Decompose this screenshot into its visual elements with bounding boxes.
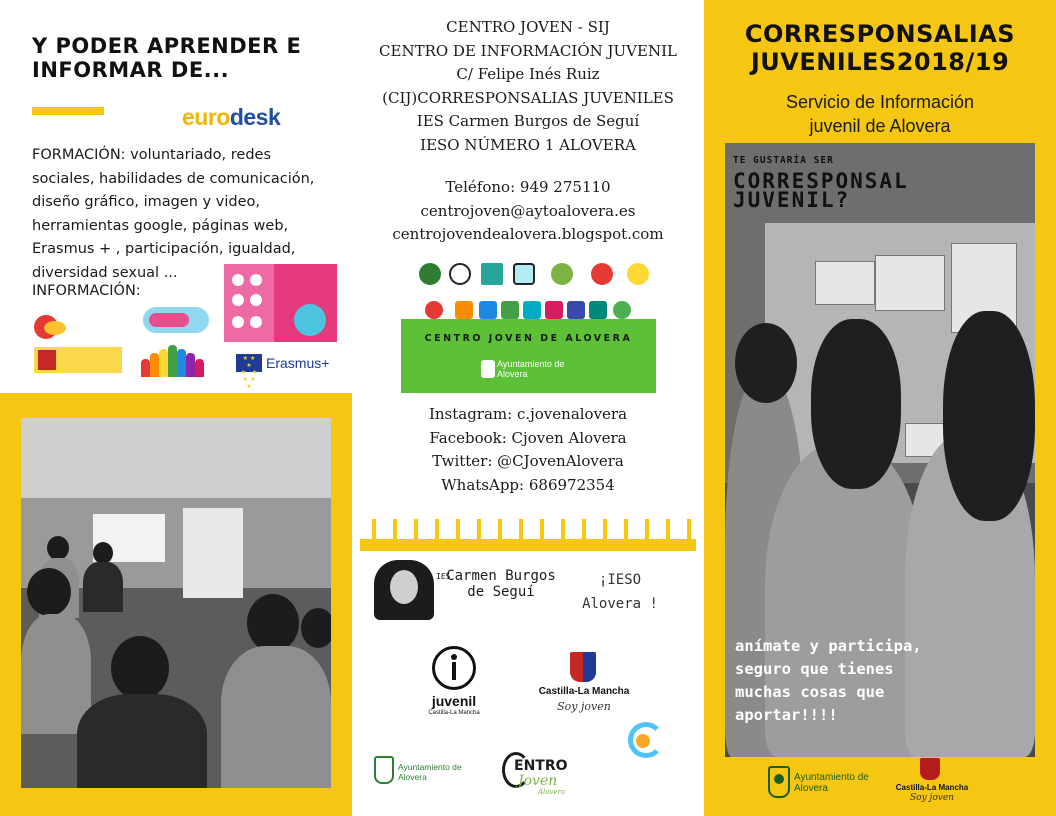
clm-word: Castilla-La Mancha — [895, 783, 969, 792]
cover-title — [704, 20, 1056, 76]
informacion-label: INFORMACIÓN: — [32, 283, 141, 299]
eurodesk-logo-part2: desk — [229, 104, 281, 130]
question-block — [733, 155, 1023, 210]
yellow-accent-bar — [32, 107, 104, 115]
address-line: C/ Felipe Inés Ruiz — [456, 65, 600, 83]
cover-subtitle — [704, 90, 1056, 138]
address-line: IESO NÚMERO 1 ALOVERA — [420, 135, 636, 154]
cj-t1: ENTRO — [514, 758, 568, 774]
erasmus-label: Erasmus+ — [266, 355, 330, 371]
address-line: CENTRO JOVEN - SIJ — [446, 18, 610, 36]
ayuntamiento-alovera-logo — [768, 764, 868, 804]
eurodesk-logo — [182, 104, 280, 131]
address-line: CENTRO DE INFORMACIÓN JUVENIL — [379, 41, 677, 60]
ayuntamiento-label: Ayuntamiento de Alovera — [497, 359, 565, 379]
yellow-ruler-divider — [360, 519, 696, 551]
guia-local-logo — [224, 264, 337, 342]
address-line: IES Carmen Burgos de Seguí — [416, 112, 640, 130]
call-to-action: anímate y participa, seguro que tienes muchas cosas que aportar!!!! — [735, 637, 922, 724]
cloud-logo — [143, 307, 209, 333]
soy-joven-text: Soy joven — [910, 793, 954, 803]
castilla-la-mancha-logo — [534, 652, 634, 722]
ies-carmen-burgos-logo — [374, 560, 556, 620]
diversity-hands-logo — [141, 345, 211, 377]
address-block — [352, 16, 704, 157]
castilla-la-mancha-logo — [892, 758, 972, 806]
cover-subtitle-line2: juvenil de Alovera — [809, 116, 951, 136]
ayuntamiento-alovera-logo — [374, 752, 464, 792]
cover-photo — [725, 143, 1035, 757]
question-small: TE GUSTARÍA SER — [733, 155, 834, 166]
centro-joven-small-logo — [498, 748, 578, 800]
left-heading: Y PODER APRENDER E INFORMAR DE... — [32, 34, 302, 82]
juvenil-logo — [424, 646, 484, 716]
middle-panel — [352, 0, 704, 816]
social-block — [352, 403, 704, 497]
left-panel — [0, 0, 352, 816]
blog-link[interactable]: centrojovendealovera.blogspot.com — [392, 225, 664, 243]
question-big-line1: CORRESPONSAL — [733, 169, 909, 193]
cover-title-line1: CORRESPONSALIAS — [744, 20, 1016, 48]
erasmus-logo: ★ ★ ★ ★ ★ ★ ★ ★ Erasmus+ — [236, 352, 332, 376]
contact-block — [352, 176, 704, 247]
cj-t3: Alovera — [538, 788, 566, 796]
ayuntamiento-label: Ayuntamiento de Alovera — [398, 762, 462, 782]
workshop-photo — [21, 418, 331, 788]
soy-joven-text: Soy joven — [557, 700, 611, 713]
question-big-line2: JUVENIL? — [733, 188, 851, 212]
instagram-link[interactable]: Instagram: c.jovenalovera — [428, 405, 628, 423]
email-link[interactable]: centrojoven@aytoalovera.es — [420, 201, 636, 220]
ayuntamiento-crest-icon — [481, 360, 495, 378]
juvenil-word: juvenil — [431, 693, 477, 709]
twitter-link[interactable]: Twitter: @CJovenAlovera — [432, 452, 624, 470]
right-panel — [704, 0, 1056, 816]
cover-title-line2: JUVENILES2018/19 — [750, 48, 1010, 76]
centro-joven-logo — [401, 249, 656, 393]
cj-t2: Joven — [518, 773, 558, 789]
clm-word: Castilla-La Mancha — [538, 686, 630, 697]
address-line: (CIJ)CORRESPONSALIAS JUVENILES — [382, 88, 674, 107]
formacion-text: FORMACIÓN: voluntariado, redes sociales, habilidades de comunicación, diseño gráfico, imagen y video, herramientas google, páginas web, Erasmus + , participación, igualdad, diversidad sexual ... — [32, 147, 315, 281]
phone-text: Teléfono: 949 275110 — [445, 178, 611, 196]
whatsapp-text: WhatsApp: 686972354 — [441, 475, 615, 494]
ieso-line1: ¡IESO — [598, 572, 642, 588]
garantia-juvenil-logo — [34, 315, 122, 375]
question-big — [733, 169, 1023, 212]
ies-name: Carmen Burgos de Seguí — [446, 568, 556, 600]
juvenil-sub: Castilla-La Mancha — [428, 710, 480, 716]
ayuntamiento-label: Ayuntamiento de Alovera — [794, 772, 869, 794]
ciudades-amigas-infancia-logo — [614, 722, 684, 800]
eurodesk-logo-part1: euro — [182, 104, 230, 130]
facebook-link[interactable]: Facebook: Cjoven Alovera — [429, 428, 627, 447]
ieso-alovera-logo — [570, 568, 670, 616]
centro-joven-brand: CENTRO JOVEN DE ALOVERA — [424, 333, 633, 344]
cover-subtitle-line1: Servicio de Información — [785, 92, 975, 112]
ieso-line2: Alovera ! — [582, 596, 658, 612]
ies-prefix: IES — [436, 572, 451, 581]
